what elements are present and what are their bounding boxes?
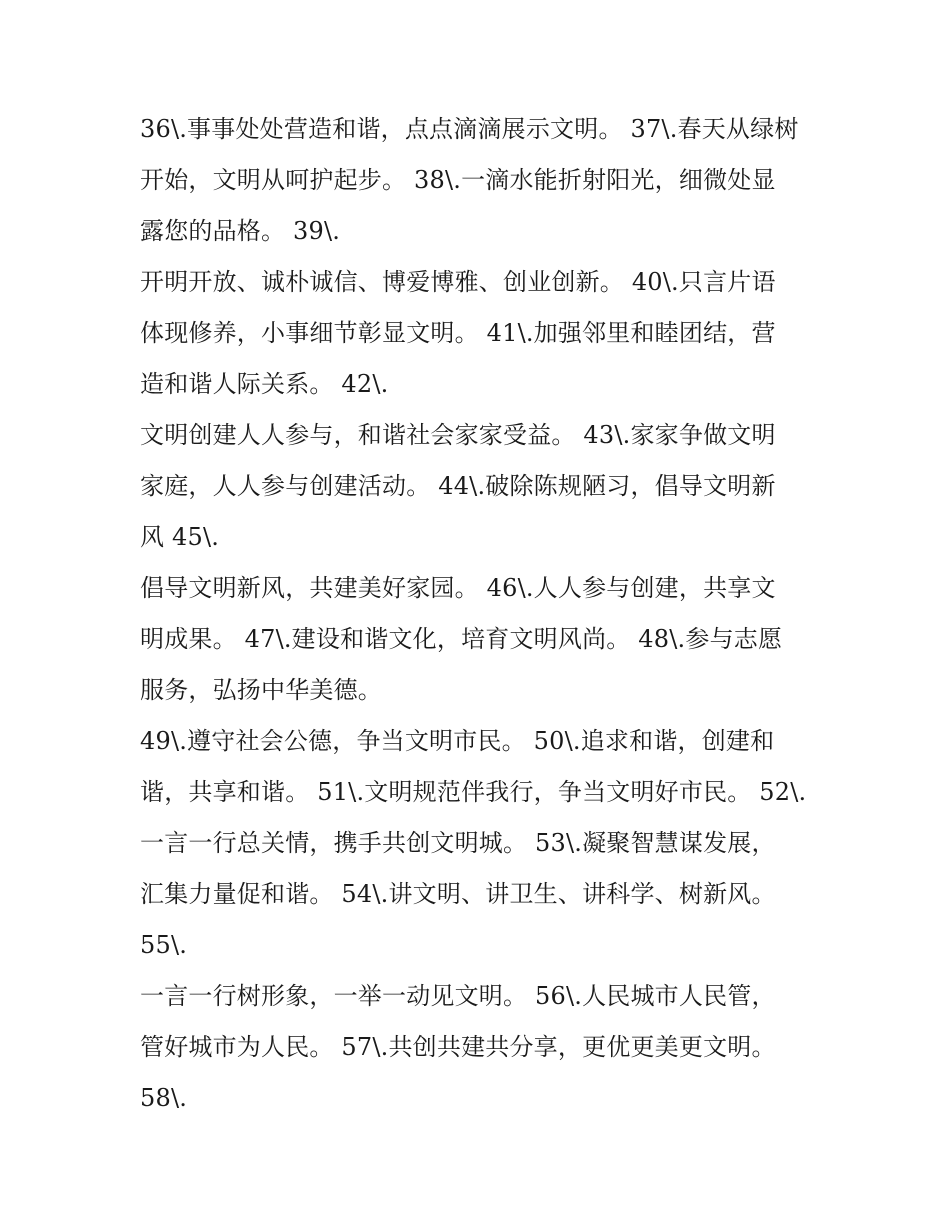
text-line: 造和谐人际关系。 42\. bbox=[140, 370, 389, 398]
slogan-text-block bbox=[140, 104, 820, 1124]
text-line: 一言一行总关情，携手共创文明城。 53\.凝聚智慧谋发展， bbox=[140, 829, 776, 857]
text-line: 露您的品格。 39\. bbox=[140, 217, 341, 245]
text-line: 家庭，人人参与创建活动。 44\.破除陈规陋习，倡导文明新 bbox=[140, 472, 776, 500]
text-line: 36\.事事处处营造和谐，点点滴滴展示文明。 37\.春天从绿树 bbox=[140, 115, 799, 143]
text-line: 文明创建人人参与，和谐社会家家受益。 43\.家家争做文明 bbox=[140, 421, 776, 449]
text-line: 开始，文明从呵护起步。 38\.一滴水能折射阳光，细微处显 bbox=[140, 166, 776, 194]
text-line: 汇集力量促和谐。 54\.讲文明、讲卫生、讲科学、树新风。 bbox=[140, 880, 776, 908]
text-line: 49\.遵守社会公德，争当文明市民。 50\.追求和谐，创建和 bbox=[140, 727, 775, 755]
text-line: 服务，弘扬中华美德。 bbox=[140, 676, 382, 704]
text-line: 明成果。 47\.建设和谐文化，培育文明风尚。 48\.参与志愿 bbox=[140, 625, 783, 653]
text-line: 管好城市为人民。 57\.共创共建共分享，更优更美更文明。 bbox=[140, 1033, 776, 1061]
text-line: 风 45\. bbox=[140, 523, 220, 551]
text-line: 倡导文明新风，共建美好家园。 46\.人人参与创建，共享文 bbox=[140, 574, 776, 602]
text-line: 55\. bbox=[140, 931, 188, 959]
text-line: 一言一行树形象，一举一动见文明。 56\.人民城市人民管， bbox=[140, 982, 776, 1010]
text-line: 58\. bbox=[140, 1084, 188, 1112]
text-line: 谐，共享和谐。 51\.文明规范伴我行，争当文明好市民。 52\. bbox=[140, 778, 807, 806]
text-line: 开明开放、诚朴诚信、博爱博雅、创业创新。 40\.只言片语 bbox=[140, 268, 776, 296]
text-line: 体现修养，小事细节彰显文明。 41\.加强邻里和睦团结，营 bbox=[140, 319, 776, 347]
